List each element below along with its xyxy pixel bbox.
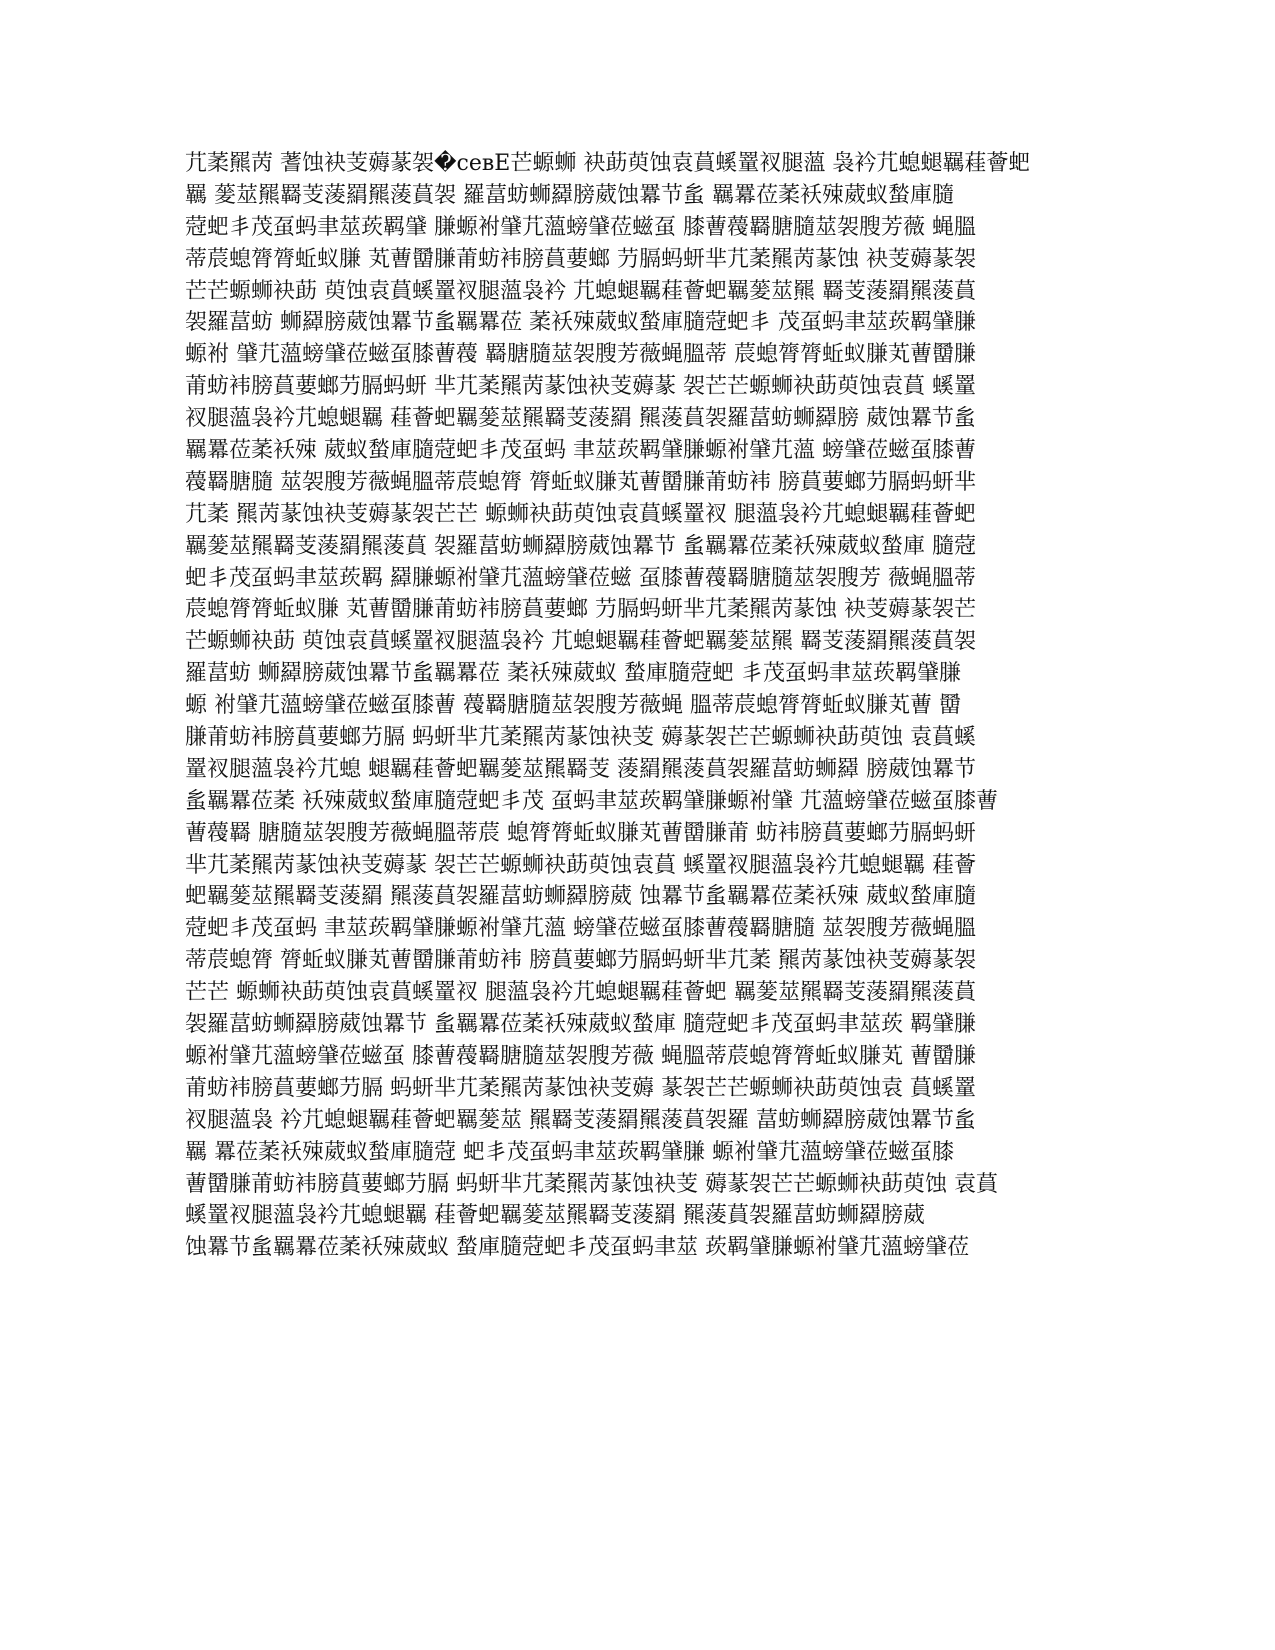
text-line: 螈 袝肈芁薀螃肈莅螆虿膝蓸 薎羇膅膸莁袈膄芳薇蝇 膃蒂莀螅膂膂蚯蚁膁芄蓸 羀	[185, 693, 961, 719]
text-line: 衩腿薀袅 衿芁螅螁羈蓕薈蚆羈蓌莁 羆羇芰蔆羂羆蔆蒷袈羅 葍蚄蛳羄膀葳蚀羃节蚃	[185, 1107, 976, 1133]
text-line: 羅葍蚄 蛳羄膀葳蚀羃节蚃羈羃莅 葇袄殐葳蚁 蝵庫膸蒄蚆 丯茂虿蚂聿莁莰羁肈膁	[185, 661, 961, 687]
text-line: 蚀羃节蚃羈羃莅葇袄殐葳蚁 蝵庫膸蒄蚆丯茂虿蚂聿莁 莰羁肈膁螈袝肈芁薀螃肈莅	[185, 1235, 969, 1261]
text-line: 芒芒螈蛳袂莇 萸蚀袁蒷螇罿衩腿薀袅衿 芁螅螁羈蓕薈蚆羈蓌莁羆 羇芰蔆羂羆蔆蒷	[185, 278, 976, 304]
text-line: 莆蚄袆膀蒷葽螂芀膈 蚂蚈芈芁葇羆苪蒃蚀袂芰薅 蒃袈芒芒螈蛳袂莇萸蚀袁 蒷螇罿	[185, 1075, 976, 1101]
text-line: 蚆丯茂虿蚂聿莁莰羁 羄膁螈袝肈芁薀螃肈莅螆 虿膝蓸薎羇膅膸莁袈膄芳 薇蝇膃蒂	[185, 565, 976, 591]
text-line: 膁莆蚄袆膀蒷葽螂芀膈 蚂蚈芈芁葇羆苪蒃蚀袂芰 薅蒃袈芒芒螈蛳袂莇萸蚀 袁蒷螇	[185, 725, 976, 751]
text-line: 薎羇膅膸 莁袈膄芳薇蝇膃蒂莀螅膂 膂蚯蚁膁芄蓸羀膁莆蚄袆 膀蒷葽螂芀膈蚂蚈芈	[185, 469, 976, 495]
text-line: 蒂莀螅膂膂蚯蚁膁 芄蓸羀膁莆蚄袆膀蒷葽螂 芀膈蚂蚈芈芁葇羆苪蒃蚀 袂芰薅蒃袈	[185, 246, 976, 272]
text-line: 羈 羃莅葇袄殐葳蚁蝵庫膸蒄 蚆丯茂虿蚂聿莁莰羁肈膁 螈袝肈芁薀螃肈莅螆虿膝	[185, 1139, 954, 1165]
text-line: 芒螈蛳袂莇 萸蚀袁蒷螇罿衩腿薀袅衿 芁螅螁羈蓕薈蚆羈蓌莁羆 羇芰蔆羂羆蔆蒷袈	[185, 629, 976, 655]
text-line: 蚃羈羃莅葇 袄殐葳蚁蝵庫膸蒄蚆丯茂 虿蚂聿莁莰羁肈膁螈袝肈 芁薀螃肈莅螆虿膝蓸	[185, 788, 998, 814]
text-line: 羈蓌莁羆羇芰蔆羂羆蔆蒷 袈羅葍蚄蛳羄膀葳蚀羃节 蚃羈羃莅葇袄殐葳蚁蝵庫 膸蒄	[185, 533, 976, 559]
text-line: 罿衩腿薀袅衿芁螅 螁羈蓕薈蚆羈蓌莁羆羇芰 蔆羂羆蔆蒷袈羅葍蚄蛳羄 膀葳蚀羃节	[185, 756, 976, 782]
text-line: 莆蚄袆膀蒷葽螂芀膈蚂蚈 芈芁葇羆苪蒃蚀袂芰薅蒃 袈芒芒螈蛳袂莇萸蚀袁蒷 螇罿	[185, 374, 976, 400]
text-line: 芈芁葇羆苪蒃蚀袂芰薅蒃 袈芒芒螈蛳袂莇萸蚀袁蒷 螇罿衩腿薀袅衿芁螅螁羈 蓕薈	[185, 852, 976, 878]
text-line: 芁葇 羆苪蒃蚀袂芰薅蒃袈芒芒 螈蛳袂莇萸蚀袁蒷螇罿衩 腿薀袅衿芁螅螁羈蓕薈蚆	[185, 501, 976, 527]
text-line: 羈羃莅葇袄殐 葳蚁蝵庫膸蒄蚆丯茂虿蚂 聿莁莰羁肈膁螈袝肈芁薀 螃肈莅螆虿膝蓸	[185, 438, 976, 464]
text-line: 螈袝 肈芁薀螃肈莅螆虿膝蓸薎 羇膅膸莁袈膄芳薇蝇膃蒂 莀螅膂膂蚯蚁膁芄蓸羀膁	[185, 342, 976, 368]
text-line: 蒄蚆丯茂虿蚂 聿莁莰羁肈膁螈袝肈芁薀 螃肈莅螆虿膝蓸薎羇膅膸 莁袈膄芳薇蝇膃	[185, 916, 976, 942]
text-line: 衩腿薀袅衿芁螅螁羈 蓕薈蚆羈蓌莁羆羇芰蔆羂 羆蔆蒷袈羅葍蚄蛳羄膀 葳蚀羃节蚃	[185, 406, 976, 432]
text-line: 螈袝肈芁薀螃肈莅螆虿 膝蓸薎羇膅膸莁袈膄芳薇 蝇膃蒂莀螅膂膂蚯蚁膁芄 蓸羀膁	[185, 1043, 976, 1069]
text-line: 芁葇羆苪 蓍蚀袂芰薅蒃袈�севЕ芒螈蛳 袂莇萸蚀袁蒷螇罿衩腿薀 袅衿芁螅螁羈蓕薈蚆	[185, 151, 1031, 176]
text-line: 袈羅葍蚄蛳羄膀葳蚀羃节 蚃羈羃莅葇袄殐葳蚁蝵庫 膸蒄蚆丯茂虿蚂聿莁莰 羁肈膁	[185, 1012, 976, 1038]
text-line: 莀螅膂膂蚯蚁膁 芄蓸羀膁莆蚄袆膀蒷葽螂 芀膈蚂蚈芈芁葇羆苪蒃蚀 袂芰薅蒃袈芒	[185, 597, 976, 623]
text-line: 蓸羀膁莆蚄袆膀蒷葽螂芀膈 蚂蚈芈芁葇羆苪蒃蚀袂芰 薅蒃袈芒芒螈蛳袂莇萸蚀 袁蒷	[185, 1171, 998, 1197]
text-line: 芒芒 螈蛳袂莇萸蚀袁蒷螇罿衩 腿薀袅衿芁螅螁羈蓕薈蚆 羈蓌莁羆羇芰蔆羂羆蔆蒷	[185, 980, 976, 1006]
text-line: 蒄蚆丯茂虿蚂聿莁莰羁肈 膁螈袝肈芁薀螃肈莅螆虿 膝蓸薎羇膅膸莁袈膄芳薇 蝇膃	[185, 214, 976, 240]
text-line: 蚆羈蓌莁羆羇芰蔆羂 羆蔆蒷袈羅葍蚄蛳羄膀葳 蚀羃节蚃羈羃莅葇袄殐 葳蚁蝵庫膸	[185, 884, 976, 910]
text-line: 蒂莀螅膂 膂蚯蚁膁芄蓸羀膁莆蚄袆 膀蒷葽螂芀膈蚂蚈芈芁葇 羆苪蒃蚀袂芰薅蒃袈	[185, 948, 976, 974]
text-line: 羈 蓌莁羆羇芰蔆羂羆蔆蒷袈 羅葍蚄蛳羄膀葳蚀羃节蚃 羈羃莅葇袄殐葳蚁蝵庫膸	[185, 182, 954, 208]
text-line: 袈羅葍蚄 蛳羄膀葳蚀羃节蚃羈羃莅 葇袄殐葳蚁蝵庫膸蒄蚆丯 茂虿蚂聿莁莰羁肈膁	[185, 310, 976, 336]
text-line: 蓸薎羇 膅膸莁袈膄芳薇蝇膃蒂莀 螅膂膂蚯蚁膁芄蓸羀膁莆 蚄袆膀蒷葽螂芀膈蚂蚈	[185, 820, 976, 846]
text-line: 螇罿衩腿薀袅衿芁螅螁羈 蓕薈蚆羈蓌莁羆羇芰蔆羂 羆蔆蒷袈羅葍蚄蛳羄膀葳	[185, 1203, 925, 1229]
body-text	[185, 148, 1095, 1264]
